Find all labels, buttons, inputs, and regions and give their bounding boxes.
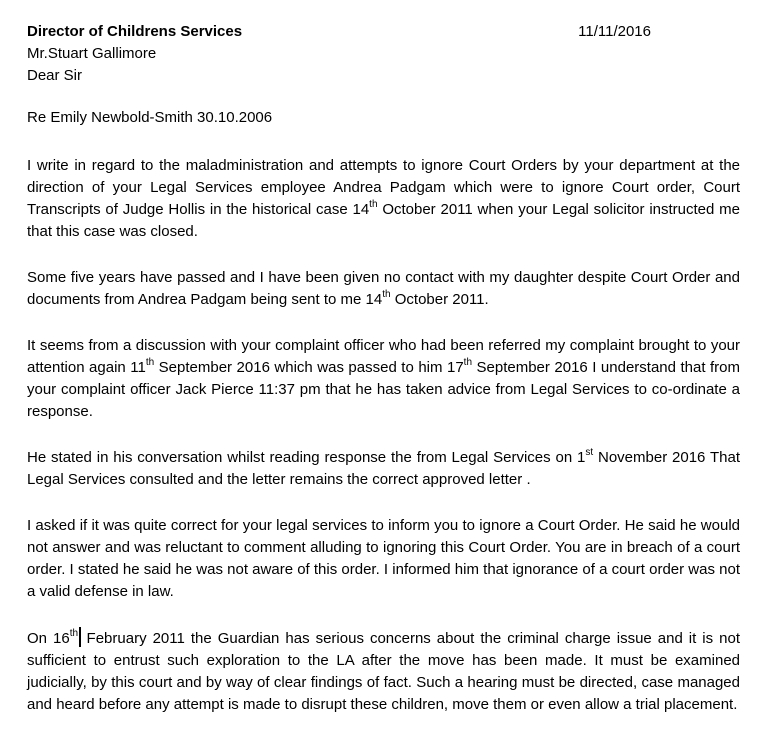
text-segment: It seems from a discussion with your complaint officer who had been referred my complaint brought to your attention again 11: [27, 337, 740, 376]
text-segment: He stated in his conversation whilst reading response the from Legal Services on 1: [27, 449, 586, 466]
text-segment: September 2016 which was passed to him 17: [154, 359, 464, 376]
paragraph-guardian-concerns[interactable]: [27, 627, 740, 716]
text-segment: Some five years have passed and I have been given no contact with my daughter despite Court Order and documents from Andrea Padgam being sent to me 14: [27, 269, 740, 308]
superscript-ordinal: st: [585, 447, 594, 458]
superscript-ordinal: th: [69, 628, 79, 639]
text-segment: February 2011 the Guardian has serious concerns about the criminal charge issue and it is not sufficient to entrust such exploration to the LA after the move has been made. It must be examined judicially, by this court and by way of clear findings of fact. Such a hearing must be directed, case managed and heard before any attempt is made to disrupt these children, move them or even allow a trial placement.: [27, 630, 740, 713]
recipient-name[interactable]: Mr.Stuart Gallimore: [27, 45, 157, 62]
paragraph-court-order-breach[interactable]: [27, 515, 740, 603]
text-segment: November 2016 That Legal Services consulted and the letter remains the correct approved letter .: [27, 449, 740, 488]
text-segment: October 2011 when your Legal solicitor instructed me that this case was closed.: [27, 201, 740, 240]
subject-line[interactable]: Re Emily Newbold-Smith 30.10.2006: [27, 109, 273, 126]
paragraph-complaint-officer[interactable]: [27, 335, 740, 423]
superscript-ordinal: th: [382, 289, 391, 300]
superscript-ordinal: th: [463, 357, 473, 368]
text-segment: On 16: [27, 630, 70, 647]
text-segment: October 2011.: [390, 291, 489, 308]
text-segment: I write in regard to the maladministration and attempts to ignore Court Orders by your department at the direction of your Legal Services employee Andrea Padgam which were to ignore Court order, Court Transcripts of Judge Hollis in the historical case 14: [27, 157, 740, 218]
paragraph-maladministration[interactable]: [27, 155, 740, 243]
paragraph-legal-services-response[interactable]: [27, 447, 740, 491]
superscript-ordinal: th: [369, 199, 378, 210]
superscript-ordinal: th: [145, 357, 155, 368]
text-segment: I asked if it was quite correct for your legal services to inform you to ignore a Court Order. He said he would not answer and was reluctant to comment alluding to ignoring this Court Order. You are in breach of a court order. I stated he said he was not aware of this order. I informed him that ignorance of a court order was not a valid defense in law.: [27, 517, 740, 600]
letter-header-row: [27, 21, 740, 43]
recipient-title[interactable]: Director of Childrens Services: [27, 23, 243, 40]
paragraph-five-years[interactable]: [27, 267, 740, 311]
letter-date[interactable]: 11/11/2016: [578, 23, 651, 40]
text-segment: September 2016 I understand that from your complaint officer Jack Pierce 11:37 pm that he has taken advice from Legal Services to co-ordinate a response.: [27, 359, 741, 420]
salutation[interactable]: Dear Sir: [27, 67, 83, 84]
